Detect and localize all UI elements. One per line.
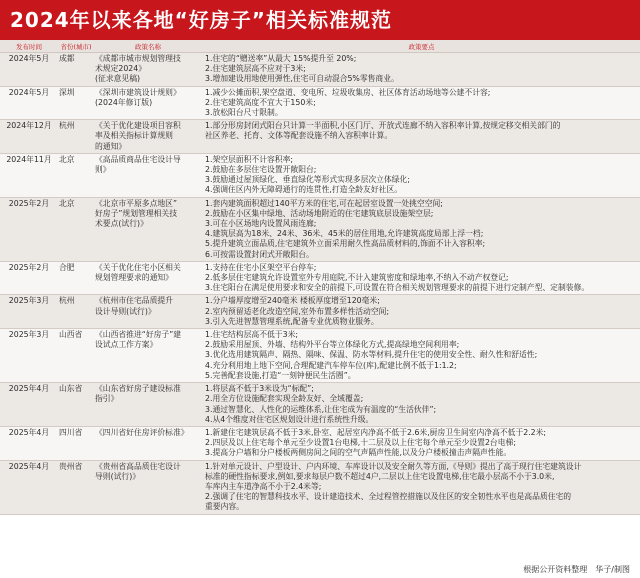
cell-date: 2024年5月 [0,53,58,87]
table-row [0,329,640,383]
cell-province: 杭州 [58,120,93,154]
cell-policy-points [203,426,640,460]
policy-point: 1.分户墙厚度增至240毫米 楼板厚度增至120毫米; [205,296,380,306]
policy-point: 1.新建住宅建筑层高不低于3米,卧室、起居室内净高不低于2.6米,厨房卫生间室内净高不低于2.2米; [205,427,547,437]
policy-name-line: 设计导则(试行)》 [95,306,156,316]
policy-point: 1.针对单元设计、户型设计、户内环境、车库设计以及安全耐久等方面,《导则》提出了高于现行住宅建筑设计 [205,461,582,471]
policy-point: 1.部分形房封闭式阳台只计算一半面积,小区门厅、开放式连廊不纳入容积率计算,按规定移交相关部门的 [205,121,561,131]
policy-point: 2.用全方位设施配套实现全龄友好、全域覆盖; [205,394,364,404]
policy-name-line: 《关于优化住宅小区相关 [95,262,181,272]
cell-policy-name [93,120,203,154]
cell-policy-points [203,261,640,295]
policy-point: 3.住宅阳台在满足使用要求和安全的前提下,可设置在符合相关规划管理要求的前提下进行定制产型、定制装修。 [205,283,590,293]
policy-name-line: 《山东省好房子建设标准 [95,384,181,394]
policy-point: 1.将层高不低于3米设为“标配”; [205,384,314,394]
policy-point: 3.鼓励通过屋顶绿化、垂直绿化等形式实现多层次立体绿化; [205,175,410,185]
policy-point: 2.鼓励采用屋顶、外墙、结构外平台等立体绿化方式,提高绿地空间利用率; [205,340,460,350]
policy-point: 2.住宅建筑层高不应对于3米; [205,64,306,74]
header-province: 省份(城市) [58,40,93,53]
policy-name-line: 设试点工作方案》 [95,340,158,350]
policy-point: 3.增加建设用地使用弹性,住宅可自动混合5%零售商业。 [205,74,399,84]
policy-point: 5.提升建筑立面品质,住宅建筑外立面采用耐久性高品质材料的,饰面不计入容积率; [205,239,486,249]
source-credit: 根据公开资料整理 华子/制图 [523,565,630,574]
table-row [0,383,640,427]
policy-point: 1.住宅的“赠送率”从最大 15%提升至 20%; [205,54,357,63]
cell-date: 2025年3月 [0,295,58,329]
policy-point: 5.完善配套设施,打造“一刻钟便民生活圈”。 [205,370,356,380]
policy-point: 4.强调住区内外无障碍通行的连贯性,打造全龄友好社区。 [205,185,403,195]
cell-policy-points [203,53,640,87]
policy-point: 车库内主车道净高不小于2.4米等; [205,481,322,491]
policy-name-line: 术规定2024》 [95,64,147,74]
policy-name-line: 《山西省推进“好房子”建 [95,330,182,340]
cell-date: 2024年5月 [0,86,58,120]
cell-date: 2024年12月 [0,120,58,154]
cell-policy-points [203,197,640,261]
cell-date: 2025年4月 [0,426,58,460]
header-policy: 政策名称 [93,40,203,53]
policy-name-line: 《贵州省高品质住宅设计 [95,461,181,471]
policy-name-line: 《关于优化建设项目容积 [95,121,181,131]
policy-point: 2.住宅建筑高度不宜大于150米; [205,97,316,107]
cell-date: 2024年11月 [0,153,58,197]
policy-name-line: 的通知》 [95,141,127,151]
policy-point: 3.通过智慧化、人性化的运维体系,让住宅成为有温度的“生活伙伴”; [205,404,437,414]
cell-date: 2025年2月 [0,197,58,261]
table-row [0,153,640,197]
table-row [0,261,640,295]
cell-policy-name [93,86,203,120]
cell-date: 2025年3月 [0,329,58,383]
policy-name-line: 则》 [95,165,111,175]
policy-point: 3.放松阳台尺寸限制。 [205,108,283,118]
policy-point: 2.鼓励在多层住宅设置开敞阳台; [205,165,317,175]
cell-province: 贵州省 [58,460,93,514]
policy-name-line: 《高品质商品住宅设计导 [95,154,181,164]
policy-point: 2.四层及以上住宅每个单元至少设置1台电梯,十二层及以上住宅每个单元至少设置2台电梯; [205,438,516,448]
cell-province: 北京 [58,153,93,197]
cell-policy-points [203,295,640,329]
table-row [0,426,640,460]
policy-point: 2.强调了住宅的智慧科技水平、设计建造技术、全过程管控措施以及住区的安全韧性水平也是高品质住宅的 [205,492,572,502]
cell-province: 山东省 [58,383,93,427]
policy-name-line: 规划管理要求的通知》 [95,273,173,283]
cell-policy-points [203,120,640,154]
policy-name-line: 术要点(试行)》 [95,219,148,229]
policy-point: 1.住宅结构层高不低于3米; [205,330,298,340]
policy-name-line: 《成都市城市规划管理技 [95,54,181,63]
cell-province: 北京 [58,197,93,261]
policy-point: 标准的硬性指标要求,例如,要求每层户数不超过4户,二层以上住宅设置电梯,住宅最小层高不小于3.0米, [205,471,555,481]
header-points: 政策要点 [203,40,640,53]
page-title: 2024年以来各地“好房子”相关标准规范 [10,8,392,32]
cell-policy-name [93,295,203,329]
policy-name-line: 导则(试行)》 [95,471,141,481]
cell-province: 山西省 [58,329,93,383]
policy-point: 2.鼓励在小区集中绿地、活动场地附近的住宅建筑底层设施架空层; [205,208,434,218]
table-row [0,295,640,329]
title-bar [0,0,640,40]
table-row [0,86,640,120]
cell-policy-name [93,197,203,261]
policy-name-line: 率及相关指标计算规则 [95,131,173,141]
policy-point: 1.支持在住宅小区架空平台停车; [205,262,317,272]
policy-name-line: (2024年修订版) [95,97,153,107]
cell-policy-name [93,53,203,87]
cell-policy-name [93,261,203,295]
cell-date: 2025年2月 [0,261,58,295]
cell-province: 成都 [58,53,93,87]
cell-date: 2025年4月 [0,383,58,427]
table-row [0,120,640,154]
policy-name-line: 好房子”规划管理相关技 [95,208,178,218]
cell-date: 2025年4月 [0,460,58,514]
policy-name-line: 《北京市平原多点地区” [95,198,178,208]
cell-policy-name [93,329,203,383]
policy-point: 4.充分利用地上地下空间,合理配建汽车停车位(库),配建比例不低于1:1.2; [205,360,457,370]
policy-name-line: (征求意见稿) [95,74,141,84]
policy-point: 1.减少公摊面积,架空盘道、变电所、垃圾收集房、社区体育活动场地等公建不计容; [205,87,491,97]
cell-province: 杭州 [58,295,93,329]
policy-point: 4.建筑层高为18米、24米、36米、45米的居住用地,允许建筑高度局部上浮一档; [205,229,484,239]
table-row [0,460,640,514]
cell-policy-points [203,383,640,427]
policy-point: 3.优化选用建筑隔声、隔热、隔味、保温、防水等材料,提升住宅的使用安全性、耐久性和舒适性; [205,350,538,360]
policy-point: 3.引入先进智慧管理系统,配备专业优质物业服务。 [205,316,379,326]
policy-point: 1.架空层面积不计容积率; [205,154,294,164]
cell-province: 四川省 [58,426,93,460]
policy-name-line: 《杭州市住宅品质提升 [95,296,173,306]
policy-name-line: 《四川省好住房评价标准》 [95,427,189,437]
cell-policy-points [203,329,640,383]
policy-point: 4.从4个维度对住宅区规划设计进行系统性升级。 [205,414,374,424]
table-row [0,197,640,261]
policy-point: 1.套内建筑面积超过140平方米的住宅,可在起居室设置一处挑空空间; [205,198,443,208]
table-row [0,53,640,87]
cell-policy-points [203,153,640,197]
policy-point: 2.室内预留适老化改造空间,室外布置多样性活动空间; [205,306,390,316]
table-body [0,53,640,515]
table-header-row [0,40,640,53]
cell-province: 合肥 [58,261,93,295]
cell-policy-name [93,460,203,514]
policy-point: 3.可在小区场地内设置风雨连廊; [205,219,317,229]
cell-policy-name [93,426,203,460]
policy-name-line: 《深圳市建筑设计规则》 [95,87,181,97]
cell-province: 深圳 [58,86,93,120]
policy-point: 3.提高分户墙和分户楼板两侧房间之间的空气声隔声性能,以及分户楼板撞击声隔声性能。 [205,448,512,458]
cell-policy-points [203,460,640,514]
policy-point: 社区养老、托育、文体等配套设施不纳入容积率计算。 [205,131,393,141]
policy-point: 2.低多层住宅建筑允许设置室外专用庭院,不计入建筑密度和绿地率,不纳入不动产权登记; [205,273,509,283]
header-date: 发布时间 [0,40,58,53]
policy-point: 6.可按需设置封闭式开敞阳台。 [205,249,314,259]
cell-policy-points [203,86,640,120]
cell-policy-name [93,153,203,197]
standards-table [0,40,640,515]
policy-point: 重要内容。 [205,502,244,512]
cell-policy-name [93,383,203,427]
policy-name-line: 指引》 [95,394,119,404]
